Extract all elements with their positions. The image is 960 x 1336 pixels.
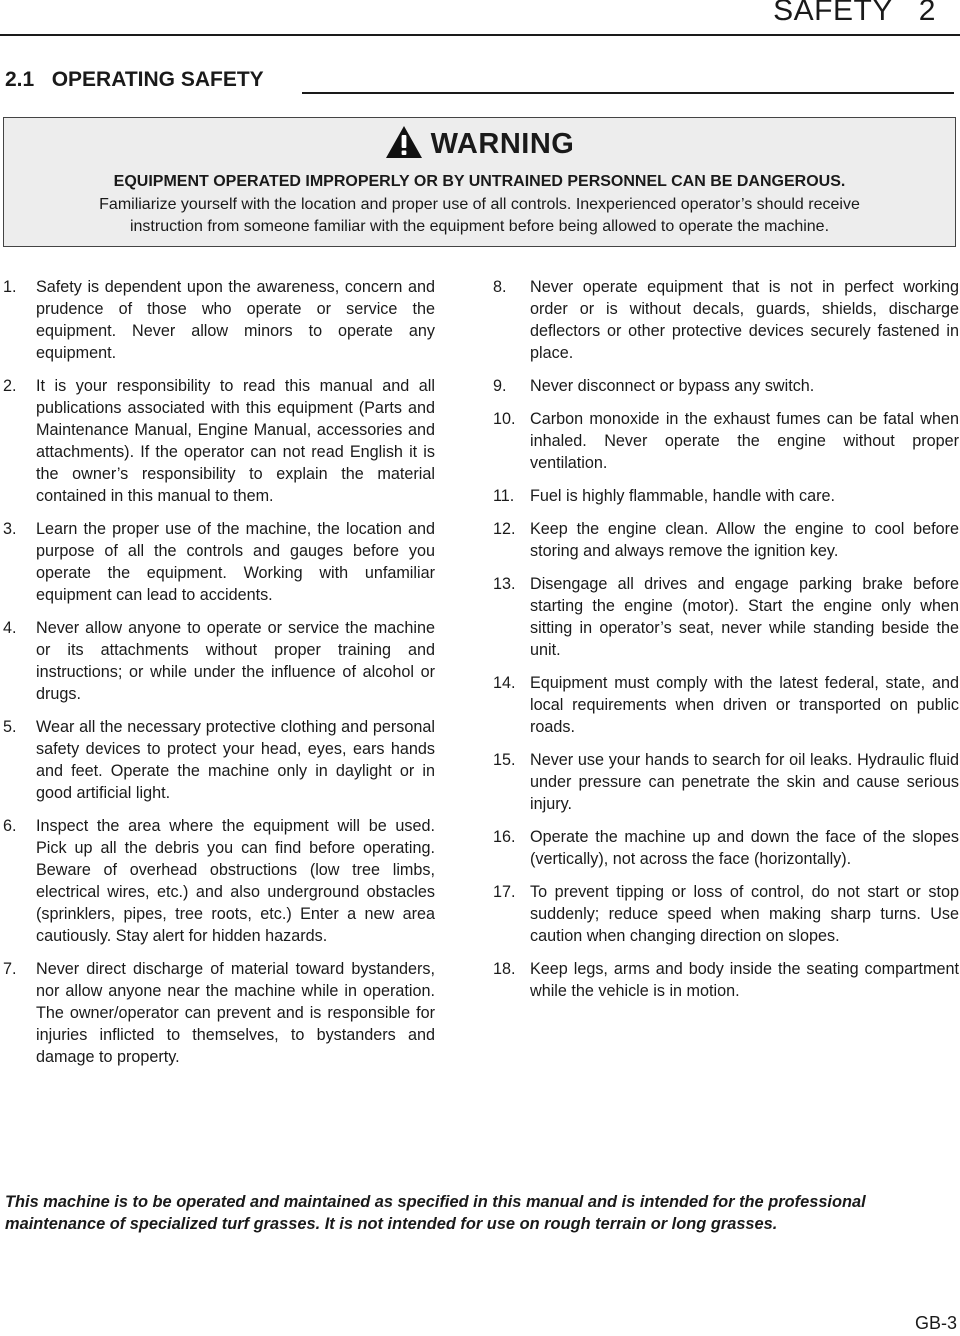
item-number: 7.: [3, 960, 17, 978]
section-heading: 2.1 OPERATING SAFETY: [5, 68, 264, 91]
item-text: Keep legs, arms and body inside the seating compartment while the vehicle is in motion.: [530, 960, 959, 1000]
safety-item-17: [493, 881, 959, 947]
item-text: Learn the proper use of the machine, the location and purpose of all the controls and gauges before you operate the equipment. Working with unfamiliar equipment can lead to accidents.: [36, 520, 435, 604]
safety-item-12: [493, 518, 959, 562]
item-text: Equipment must comply with the latest federal, state, and local requirements when driven or transported on public roads.: [530, 674, 959, 736]
item-number: 5.: [3, 718, 17, 736]
item-text: Never use your hands to search for oil leaks. Hydraulic fluid under pressure can penetrate the skin and cause serious injury.: [530, 751, 959, 813]
safety-list-left: [3, 276, 435, 1068]
section-heading-rule: [302, 92, 954, 94]
safety-item-7: [3, 958, 435, 1068]
safety-item-10: [493, 408, 959, 474]
safety-item-9: [493, 375, 959, 397]
item-text: Safety is dependent upon the awareness, concern and prudence of those who operate or service the equipment. Never allow minors to operate any equipment.: [36, 278, 435, 362]
item-text: Fuel is highly flammable, handle with care.: [530, 487, 836, 505]
item-number: 15.: [493, 751, 516, 769]
warning-header: [4, 125, 955, 164]
item-number: 8.: [493, 278, 507, 296]
page-number: GB-3: [914, 1313, 957, 1333]
item-number: 9.: [493, 377, 507, 395]
item-text: Disengage all drives and engage parking brake before starting the engine (motor). Start the engine only when sitting in operator’s seat, never while standing beside the unit.: [530, 575, 959, 659]
safety-item-3: [3, 518, 435, 606]
item-text: Keep the engine clean. Allow the engine to cool before storing and always remove the ignition key.: [530, 520, 959, 560]
item-text: Wear all the necessary protective clothing and personal safety devices to protect your head, eyes, ears hands and feet. Operate the machine only in daylight or in good artificial light.: [36, 718, 435, 802]
item-text: Never allow anyone to operate or service the machine or its attachments without proper training and instructions; or while under the influence of alcohol or drugs.: [36, 619, 435, 703]
warning-body: [4, 194, 955, 238]
safety-item-8: [493, 276, 959, 364]
warning-box: [3, 117, 956, 247]
item-number: 4.: [3, 619, 17, 637]
warning-strong-text: EQUIPMENT OPERATED IMPROPERLY OR BY UNTRAINED PERSONNEL CAN BE DANGEROUS.: [113, 173, 846, 190]
page-header-title: SAFETY 2: [773, 0, 936, 27]
safety-item-2: [3, 375, 435, 507]
item-text: Never operate equipment that is not in perfect working order or is without decals, guards, shields, discharge deflectors or other protective devices securely fastened in place.: [530, 278, 959, 362]
safety-item-1: [3, 276, 435, 364]
safety-list-right: [493, 276, 959, 1002]
safety-item-16: [493, 826, 959, 870]
item-number: 13.: [493, 575, 516, 593]
item-text: It is your responsibility to read this manual and all publications associated with this equipment (Parts and Maintenance Manual, Engine Manual, accessories and attachments). If the operator can not read English it is the owner’s responsibility to explain the material contained in this manual to them.: [36, 377, 435, 505]
safety-item-5: [3, 716, 435, 804]
item-number: 14.: [493, 674, 516, 692]
warning-title: WARNING: [430, 128, 575, 160]
item-text: Never disconnect or bypass any switch.: [530, 377, 815, 395]
safety-item-6: [3, 815, 435, 947]
footer-note: This machine is to be operated and maintained as specified in this manual and is intended for the professional maintenance of specialized turf grasses. It is not intended for use on rough terrain or long grasses.: [5, 1193, 866, 1233]
item-text: To prevent tipping or loss of control, do not start or stop suddenly; reduce speed when making sharp turns. Use caution when changing direction on slopes.: [530, 883, 959, 945]
item-text: Never direct discharge of material toward bystanders, nor allow anyone near the machine while in operation. The owner/operator can prevent and is responsible for injuries inflicted to themselves, to bystanders and damage to property.: [36, 960, 435, 1066]
item-number: 10.: [493, 410, 516, 428]
item-number: 16.: [493, 828, 516, 846]
header-rule: [0, 34, 960, 36]
safety-item-18: [493, 958, 959, 1002]
safety-item-14: [493, 672, 959, 738]
item-number: 18.: [493, 960, 516, 978]
item-number: 2.: [3, 377, 17, 395]
item-number: 12.: [493, 520, 516, 538]
item-number: 17.: [493, 883, 516, 901]
item-number: 11.: [493, 487, 515, 505]
item-text: Carbon monoxide in the exhaust fumes can be fatal when inhaled. Never operate the engine without proper ventilation.: [530, 410, 959, 472]
warning-triangle-icon: [385, 125, 423, 164]
safety-item-15: [493, 749, 959, 815]
safety-item-4: [3, 617, 435, 705]
item-text: Inspect the area where the equipment will be used. Pick up all the debris you can find before operating. Beware of overhead obstructions (low tree limbs, electrical wires, etc.) and also underground obstacles (sprinklers, pipes, tree roots, etc.) Enter a new area cautiously. Stay alert for hidden hazards.: [36, 817, 435, 945]
warning-line-2: instruction from someone familiar with the equipment before being allowed to operate the machine.: [129, 218, 830, 235]
warning-line-1: Familiarize yourself with the location and proper use of all controls. Inexperienced operator’s should receive: [99, 196, 860, 213]
item-number: 1.: [3, 278, 17, 296]
safety-item-13: [493, 573, 959, 661]
item-number: 3.: [3, 520, 17, 538]
item-number: 6.: [3, 817, 17, 835]
item-text: Operate the machine up and down the face of the slopes (vertically), not across the face (horizontally).: [530, 828, 959, 868]
safety-item-11: [493, 485, 959, 507]
